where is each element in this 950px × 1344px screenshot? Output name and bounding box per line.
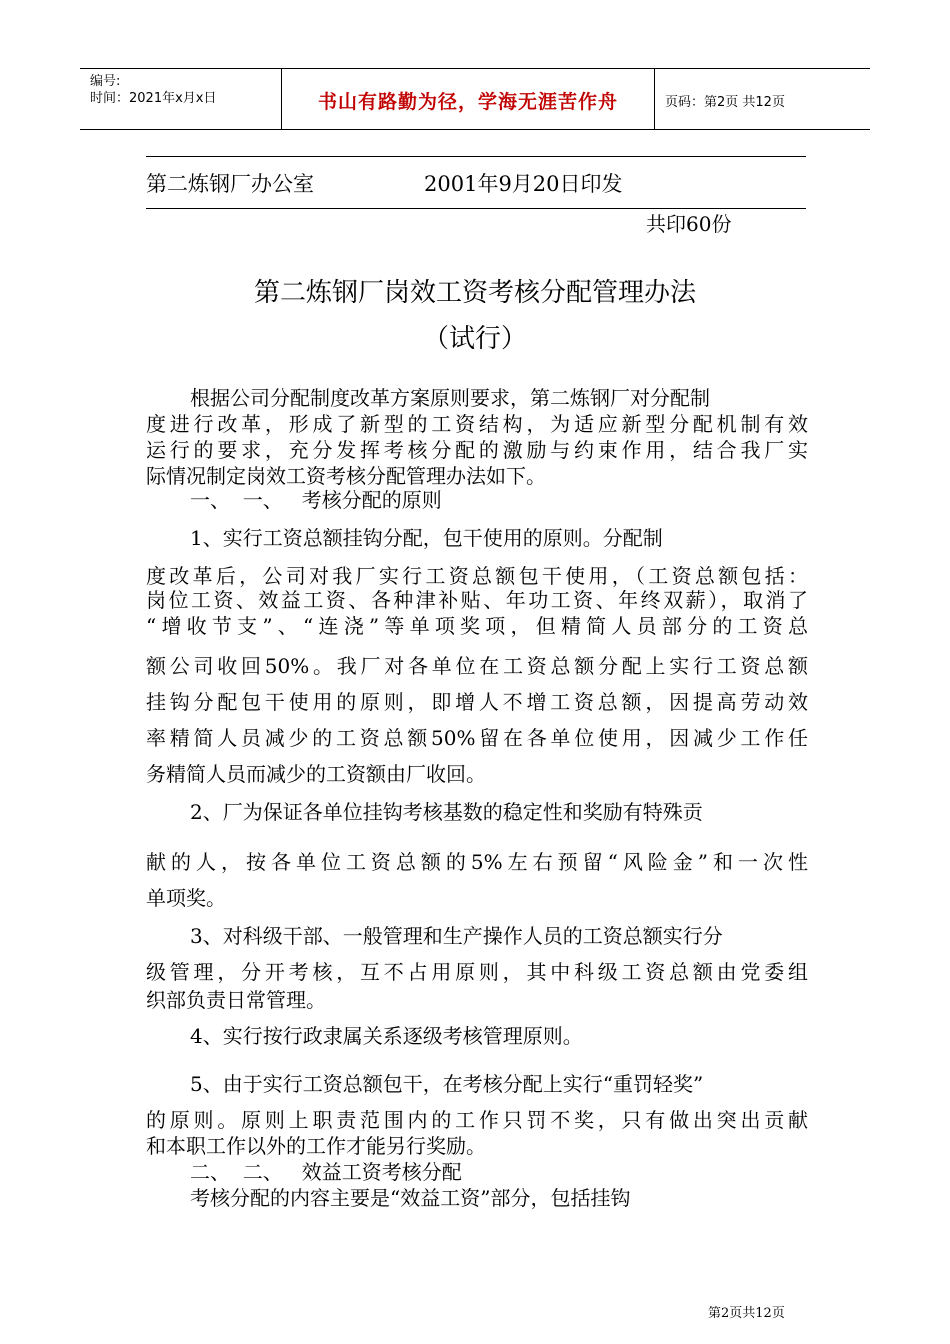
body-line: 的原则。原则上职责范围内的工作只罚不奖，只有做出突出贡献 [146,1108,808,1132]
body-line: 度进行改革，形成了新型的工资结构，为适应新型分配机制有效 [146,412,808,436]
body-line: 5、由于实行工资总额包干，在考核分配上实行“重罚轻奖” [190,1072,704,1096]
page-footer: 第2页共12页 [708,1306,785,1321]
header-table [80,68,870,130]
body-line: 额公司收回50%。我厂对各单位在工资总额分配上实行工资总额 [146,654,808,678]
body-line: 岗位工资、效益工资、各种津补贴、年功工资、年终双薪），取消了 [146,588,808,612]
header-divider [654,69,655,129]
body-line: 考核分配的内容主要是“效益工资”部分，包括挂钩 [190,1186,631,1210]
section-heading: 二、 二、 效益工资考核分配 [190,1160,462,1184]
body-line: 2、厂为保证各单位挂钩考核基数的稳定性和奖励有特殊贡 [190,800,703,824]
body-line: 4、实行按行政隶属关系逐级考核管理原则。 [190,1024,583,1048]
number-label: 编号: [90,74,121,89]
body-line: 挂钩分配包干使用的原则，即增人不增工资总额，因提高劳动效 [146,690,808,714]
body-line: 和本职工作以外的工作才能另行奖励。 [146,1134,486,1158]
document-subtitle: （试行） [422,324,527,354]
body-line: 度改革后，公司对我厂实行工资总额包干使用，（工资总额包括： [146,564,808,588]
body-line: 织部负责日常管理。 [146,988,326,1012]
body-line: 际情况制定岗效工资考核分配管理办法如下。 [146,464,546,488]
body-line: 单项奖。 [146,886,226,910]
body-line: “增收节支”、“连浇”等单项奖项，但精简人员部分的工资总 [146,614,808,638]
section-heading: 一、 一、 考核分配的原则 [190,488,442,512]
header-motto: 书山有路勤为径，学海无涯苦作舟 [317,91,618,113]
header-page-label: 页码：第2页 共12页 [665,95,785,110]
copies-count: 共印60份 [646,212,732,236]
issue-date: 2001年9月20日印发 [424,172,623,196]
body-line: 务精简人员而减少的工资额由厂收回。 [146,762,486,786]
body-line: 1、实行工资总额挂钩分配，包干使用的原则。分配制 [190,526,663,550]
body-line: 献的人，按各单位工资总额的5%左右预留“风险金”和一次性 [146,850,808,874]
body-line: 级管理，分开考核，互不占用原则，其中科级工资总额由党委组 [146,960,808,984]
body-line: 运行的要求，充分发挥考核分配的激励与约束作用，结合我厂实 [146,438,808,462]
document-title: 第二炼钢厂岗效工资考核分配管理办法 [253,278,696,308]
body-line: 根据公司分配制度改革方案原则要求，第二炼钢厂对分配制 [190,386,710,410]
body-line: 3、对科级干部、一般管理和生产操作人员的工资总额实行分 [190,924,723,948]
date-label: 时间：2021年x月x日 [90,91,217,106]
body-line: 率精简人员减少的工资总额50%留在各单位使用，因减少工作任 [146,726,808,750]
issuing-office: 第二炼钢厂办公室 [146,172,314,196]
header-meta [90,73,216,107]
issue-top-rule [146,156,806,157]
